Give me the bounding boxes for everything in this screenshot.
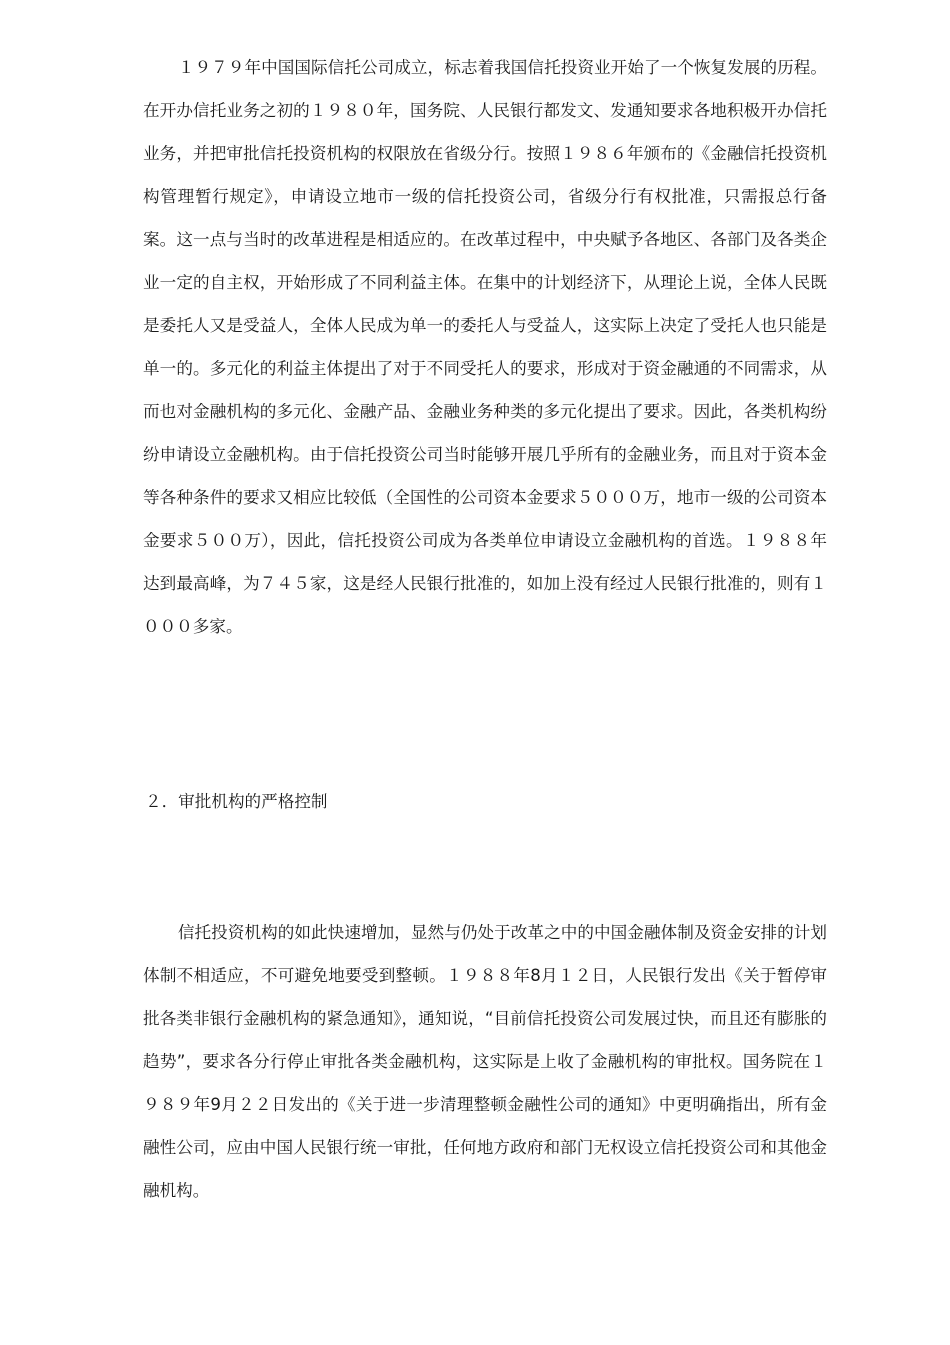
body-paragraph-2: 信托投资机构的如此快速增加，显然与仍处于改革之中的中国金融体制及资金安排的计划体制不相适应，不可避免地要受到整顿。１９８８年8月１２日，人民银行发出《关于暂停审批各类非银行金融机构的紧急通知》，通知说，“目前信托投资公司发展过快，而且还有膨胀的趋势”，要求各分行停止审批各类金融机构，这实际是上收了金融机构的审批权。国务院在１９８９年9月２２日发出的《关于进一步清理整顿金融性公司的通知》中更明确指出，所有金融性公司，应由中国人民银行统一审批，任何地方政府和部门无权设立信托投资公司和其他金融机构。 [143, 923, 827, 1200]
section-heading: ２．审批机构的严格控制 [145, 792, 328, 811]
body-paragraph-1: １９７９年中国国际信托公司成立，标志着我国信托投资业开始了一个恢复发展的历程。在开办信托业务之初的１９８０年，国务院、人民银行都发文、发通知要求各地积极开办信托业务，并把审批信托投资机构的权限放在省级分行。按照１９８６年颁布的《金融信托投资机构管理暂行规定》，申请设立地市一级的信托投资公司，省级分行有权批准，只需报总行备案。这一点与当时的改革进程是相适应的。在改革过程中，中央赋予各地区、各部门及各类企业一定的自主权，开始形成了不同利益主体。在集中的计划经济下，从理论上说，全体人民既是委托人又是受益人，全体人民成为单一的委托人与受益人，这实际上决定了受托人也只能是单一的。多元化的利益主体提出了对于不同受托人的要求，形成对于资金融通的不同需求，从而也对金融机构的多元化、金融产品、金融业务种类的多元化提出了要求。因此，各类机构纷纷申请设立金融机构。由于信托投资公司当时能够开展几乎所有的金融业务，而且对于资本金等各种条件的要求又相应比较低（全国性的公司资本金要求５０００万，地市一级的公司资本金要求５００万），因此，信托投资公司成为各类单位申请设立金融机构的首选。１９８８年达到最高峰，为７４５家，这是经人民银行批准的，如加上没有经过人民银行批准的，则有１０００多家。 [143, 58, 827, 636]
